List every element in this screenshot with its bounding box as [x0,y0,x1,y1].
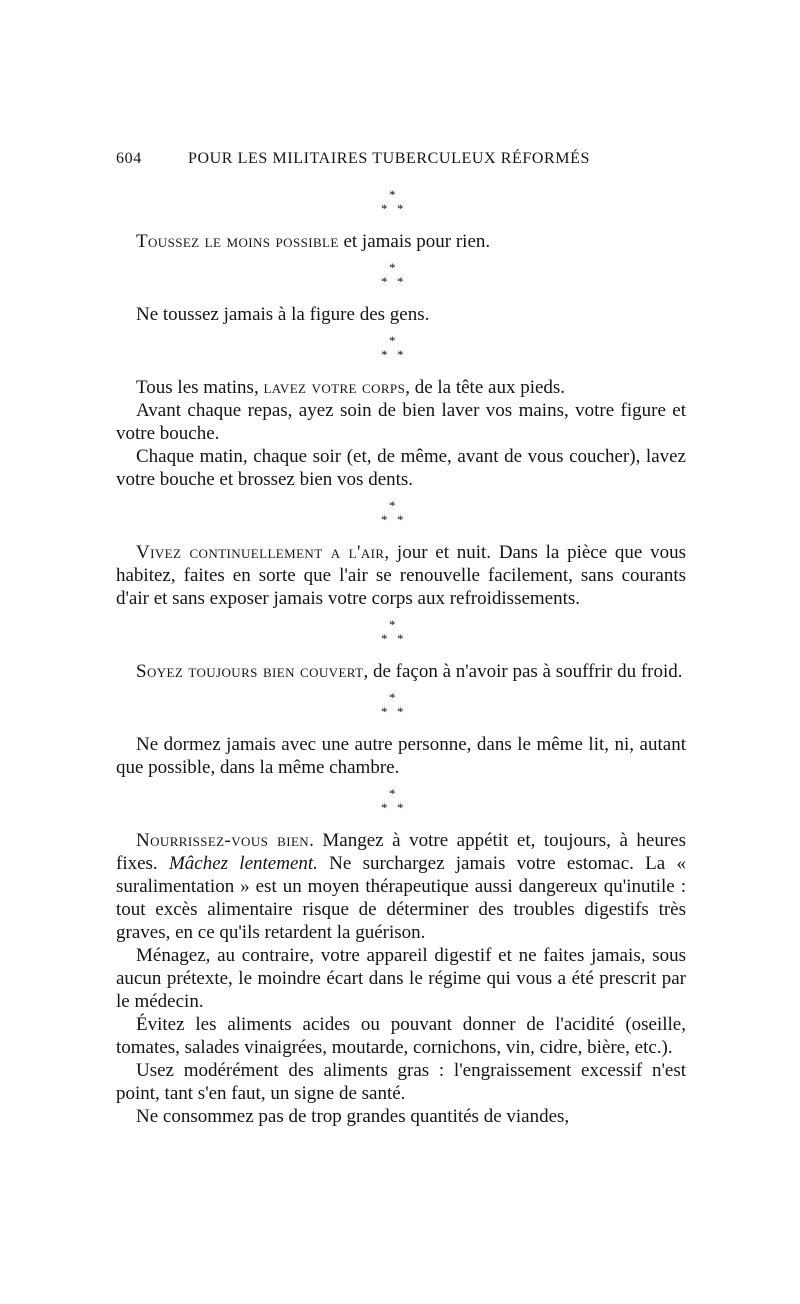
asterisk-mark: * [389,260,396,275]
section-separator [116,687,686,721]
page-number: 604 [116,150,142,167]
section-separator [116,184,686,218]
section-separator [116,783,686,817]
small-caps-lead: Soyez toujours bien couvert [136,661,364,682]
section-separator [116,614,686,648]
asterisk-mark: * [397,704,404,719]
page-header [116,150,686,174]
asterism [381,330,405,364]
paragraph-avoid-acids: Évitez les aliments acides ou pouvant donner de l'acidité (oseille, tomates, salades vinaigrées, moutarde, cornichons, vin, cidre, bière, etc.). [116,1014,686,1058]
paragraph-nutrition [116,829,686,944]
asterisk-mark: * [389,786,396,801]
paragraph-text: . Mangez à votre appétit et, toujours, à heures fixes. [116,830,687,874]
italic-emphasis: Mâchez lentement. [168,853,318,874]
asterisk-mark: * [397,800,404,815]
small-caps-lead: Nourrissez-vous bien [136,830,310,851]
asterisk-mark: * [381,274,388,289]
paragraph-wash-body [116,376,686,399]
paragraph-text: , jour et nuit. Dans la pièce que vous habitez, faites en sorte que l'air se renouvelle facilement, sans courants d'air et sans exposer jamais votre corps aux refroidissements. [116,542,686,609]
paragraph-text: , de façon à n'avoir pas à souffrir du froid. [363,661,683,682]
paragraph-fresh-air [116,541,686,610]
asterisk-mark: * [397,201,404,216]
asterisk-mark: * [397,512,404,527]
asterism [381,687,405,721]
paragraph-stay-covered [116,660,686,683]
small-caps-lead: lavez votre corps [263,377,406,398]
asterisk-mark: * [389,187,396,202]
paragraph-sleep-alone: Ne dormez jamais avec une autre personne, dans le même lit, ni, autant que possible, dans la même chambre. [116,734,686,778]
asterisk-mark: * [397,631,404,646]
asterisk-mark: * [389,498,396,513]
paragraph-text: et jamais pour rien. [338,231,491,252]
section-separator [116,257,686,291]
asterisk-mark: * [381,800,388,815]
small-caps-lead: Vivez continuellement a l'air [136,542,385,563]
asterism [381,184,405,218]
asterism [381,614,405,648]
asterism [381,495,405,529]
running-title: POUR LES MILITAIRES TUBERCULEUX RÉFORMÉS [188,150,591,167]
asterisk-mark: * [381,631,388,646]
paragraph-wash-before-meals: Avant chaque repas, ayez soin de bien laver vos mains, votre figure et votre bouche. [116,400,686,444]
asterisk-mark: * [397,274,404,289]
paragraph-meat: Ne consommez pas de trop grandes quantités de viandes, [136,1106,570,1127]
asterisk-mark: * [389,617,396,632]
paragraph-text: Ne surchargez jamais votre estomac. La « suralimentation » est un moyen thérapeutique aussi dangereux qu'inutile : tout excès alimentaire risque de déterminer des troubles digestifs très graves, en ce qu'ils retardent la guérison. [116,853,686,943]
paragraph-brush-teeth: Chaque matin, chaque soir (et, de même, avant de vous coucher), lavez votre bouche et brossez bien vos dents. [116,446,686,490]
paragraph-cough-moderation [116,230,686,253]
page-body [116,180,686,1128]
paragraph-text: , de la tête aux pieds. [405,377,566,398]
asterisk-mark: * [381,512,388,527]
small-caps-lead: Toussez le moins possible [136,231,339,252]
asterisk-mark: * [381,201,388,216]
asterism [381,257,405,291]
paragraph-cough-faces: Ne toussez jamais à la figure des gens. [136,304,430,325]
paragraph-text: Tous les matins, [136,377,264,398]
asterisk-mark: * [381,704,388,719]
asterisk-mark: * [389,690,396,705]
asterisk-mark: * [381,347,388,362]
section-separator [116,330,686,364]
asterisk-mark: * [389,333,396,348]
section-separator [116,495,686,529]
asterisk-mark: * [397,347,404,362]
paragraph-fats: Usez modérément des aliments gras : l'engraissement excessif n'est point, tant s'en faut, un signe de santé. [116,1060,686,1104]
paragraph-digestive-care: Ménagez, au contraire, votre appareil digestif et ne faites jamais, sous aucun prétexte, le moindre écart dans le régime qui vous a été prescrit par le médecin. [116,945,686,1012]
asterism [381,783,405,817]
